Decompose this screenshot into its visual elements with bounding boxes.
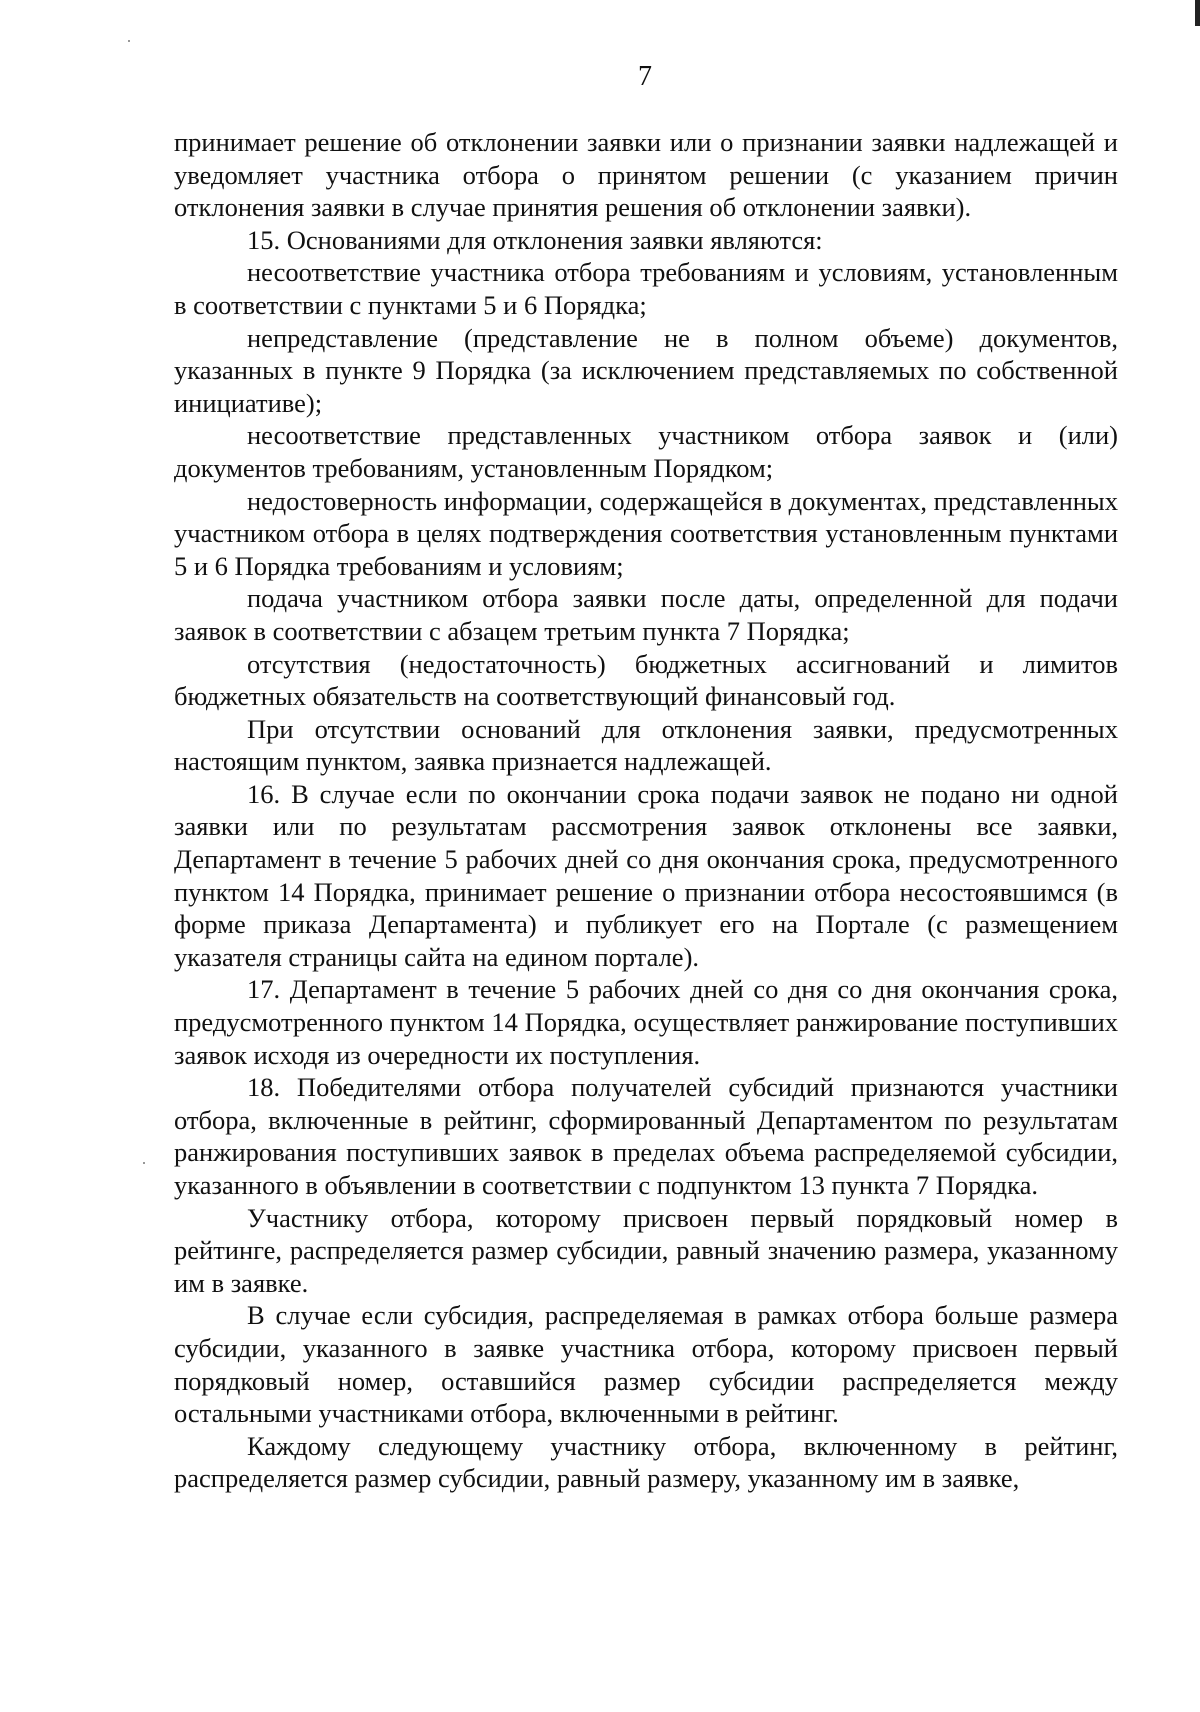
paragraph-item-18: 18. Победителями отбора получателей субсидий признаются участники отбора, включенные в рейтинг, сформированный Департаментом по результатам ранжирования поступивших заявок в пределах объема распределяемой субсидии, указанного в объявлении в соответствии с подпунктом 13 пункта 7 Порядка. [174, 1072, 1118, 1200]
scan-edge-mark [1195, 0, 1200, 26]
paragraph-item-17: 17. Департамент в течение 5 рабочих дней со дня со дня окончания срока, предусмотренного пунктом 14 Порядка, осуществляет ранжирование поступивших заявок исходя из очередности их поступления. [174, 974, 1118, 1070]
scan-speck [128, 40, 130, 42]
paragraph-ground-2: непредставление (представление не в полном объеме) документов, указанных в пункте 9 Порядка (за исключением представляемых по собственной инициативе); [174, 322, 1118, 418]
scan-speck [143, 1162, 145, 1164]
paragraph-ground-6: отсутствия (недостаточность) бюджетных ассигнований и лимитов бюджетных обязательств на соответствующий финансовый год. [174, 648, 1118, 712]
paragraph-ground-3: несоответствие представленных участником отбора заявок и (или) документов требованиям, установленным Порядком; [174, 420, 1118, 483]
paragraph-remaining-subsidy: В случае если субсидия, распределяемая в рамках отбора больше размера субсидии, указанного в заявке участника отбора, которому присвоен первый порядковый номер, оставшийся размер субсидии распределяется между остальными участниками отбора, включенными в рейтинг. [174, 1300, 1118, 1429]
paragraph-ground-1: несоответствие участника отбора требованиям и условиям, установленным в соответствии с пунктами 5 и 6 Порядка; [174, 257, 1118, 320]
paragraph-no-grounds: При отсутствии оснований для отклонения заявки, предусмотренных настоящим пунктом, заявка признается надлежащей. [174, 713, 1118, 777]
page-number: 7 [638, 61, 652, 92]
paragraph-ground-4: недостоверность информации, содержащейся в документах, представленных участником отбора в целях подтверждения соответствия установленным пунктами 5 и 6 Порядка требованиям и условиям; [174, 485, 1118, 581]
document-body [174, 126, 1118, 1495]
paragraph-ground-5: подача участником отбора заявки после даты, определенной для подачи заявок в соответствии с абзацем третьим пункта 7 Порядка; [174, 583, 1118, 646]
paragraph-first-participant: Участнику отбора, которому присвоен первый порядковый номер в рейтинге, распределяется размер субсидии, равный значению размера, указанному им в заявке. [174, 1202, 1118, 1298]
paragraph-continuation: принимает решение об отклонении заявки или о признании заявки надлежащей и уведомляет участника отбора о принятом решении (с указанием причин отклонения заявки в случае принятия решения об отклонении заявки). [174, 127, 1118, 223]
paragraph-next-participant: Каждому следующему участнику отбора, включенному в рейтинг, распределяется размер субсидии, равный размеру, указанному им в заявке, [174, 1430, 1118, 1494]
paragraph-item-15: 15. Основаниями для отклонения заявки являются: [247, 224, 823, 255]
paragraph-item-16: 16. В случае если по окончании срока подачи заявок не подано ни одной заявки или по результатам рассмотрения заявок отклонены все заявки, Департамент в течение 5 рабочих дней со дня окончания срока, предусмотренного пунктом 14 Порядка, принимает решение о признании отбора несостоявшимся (в форме приказа Департамента) и публикует его на Портале (с размещением указателя страницы сайта на едином портале). [174, 778, 1118, 972]
